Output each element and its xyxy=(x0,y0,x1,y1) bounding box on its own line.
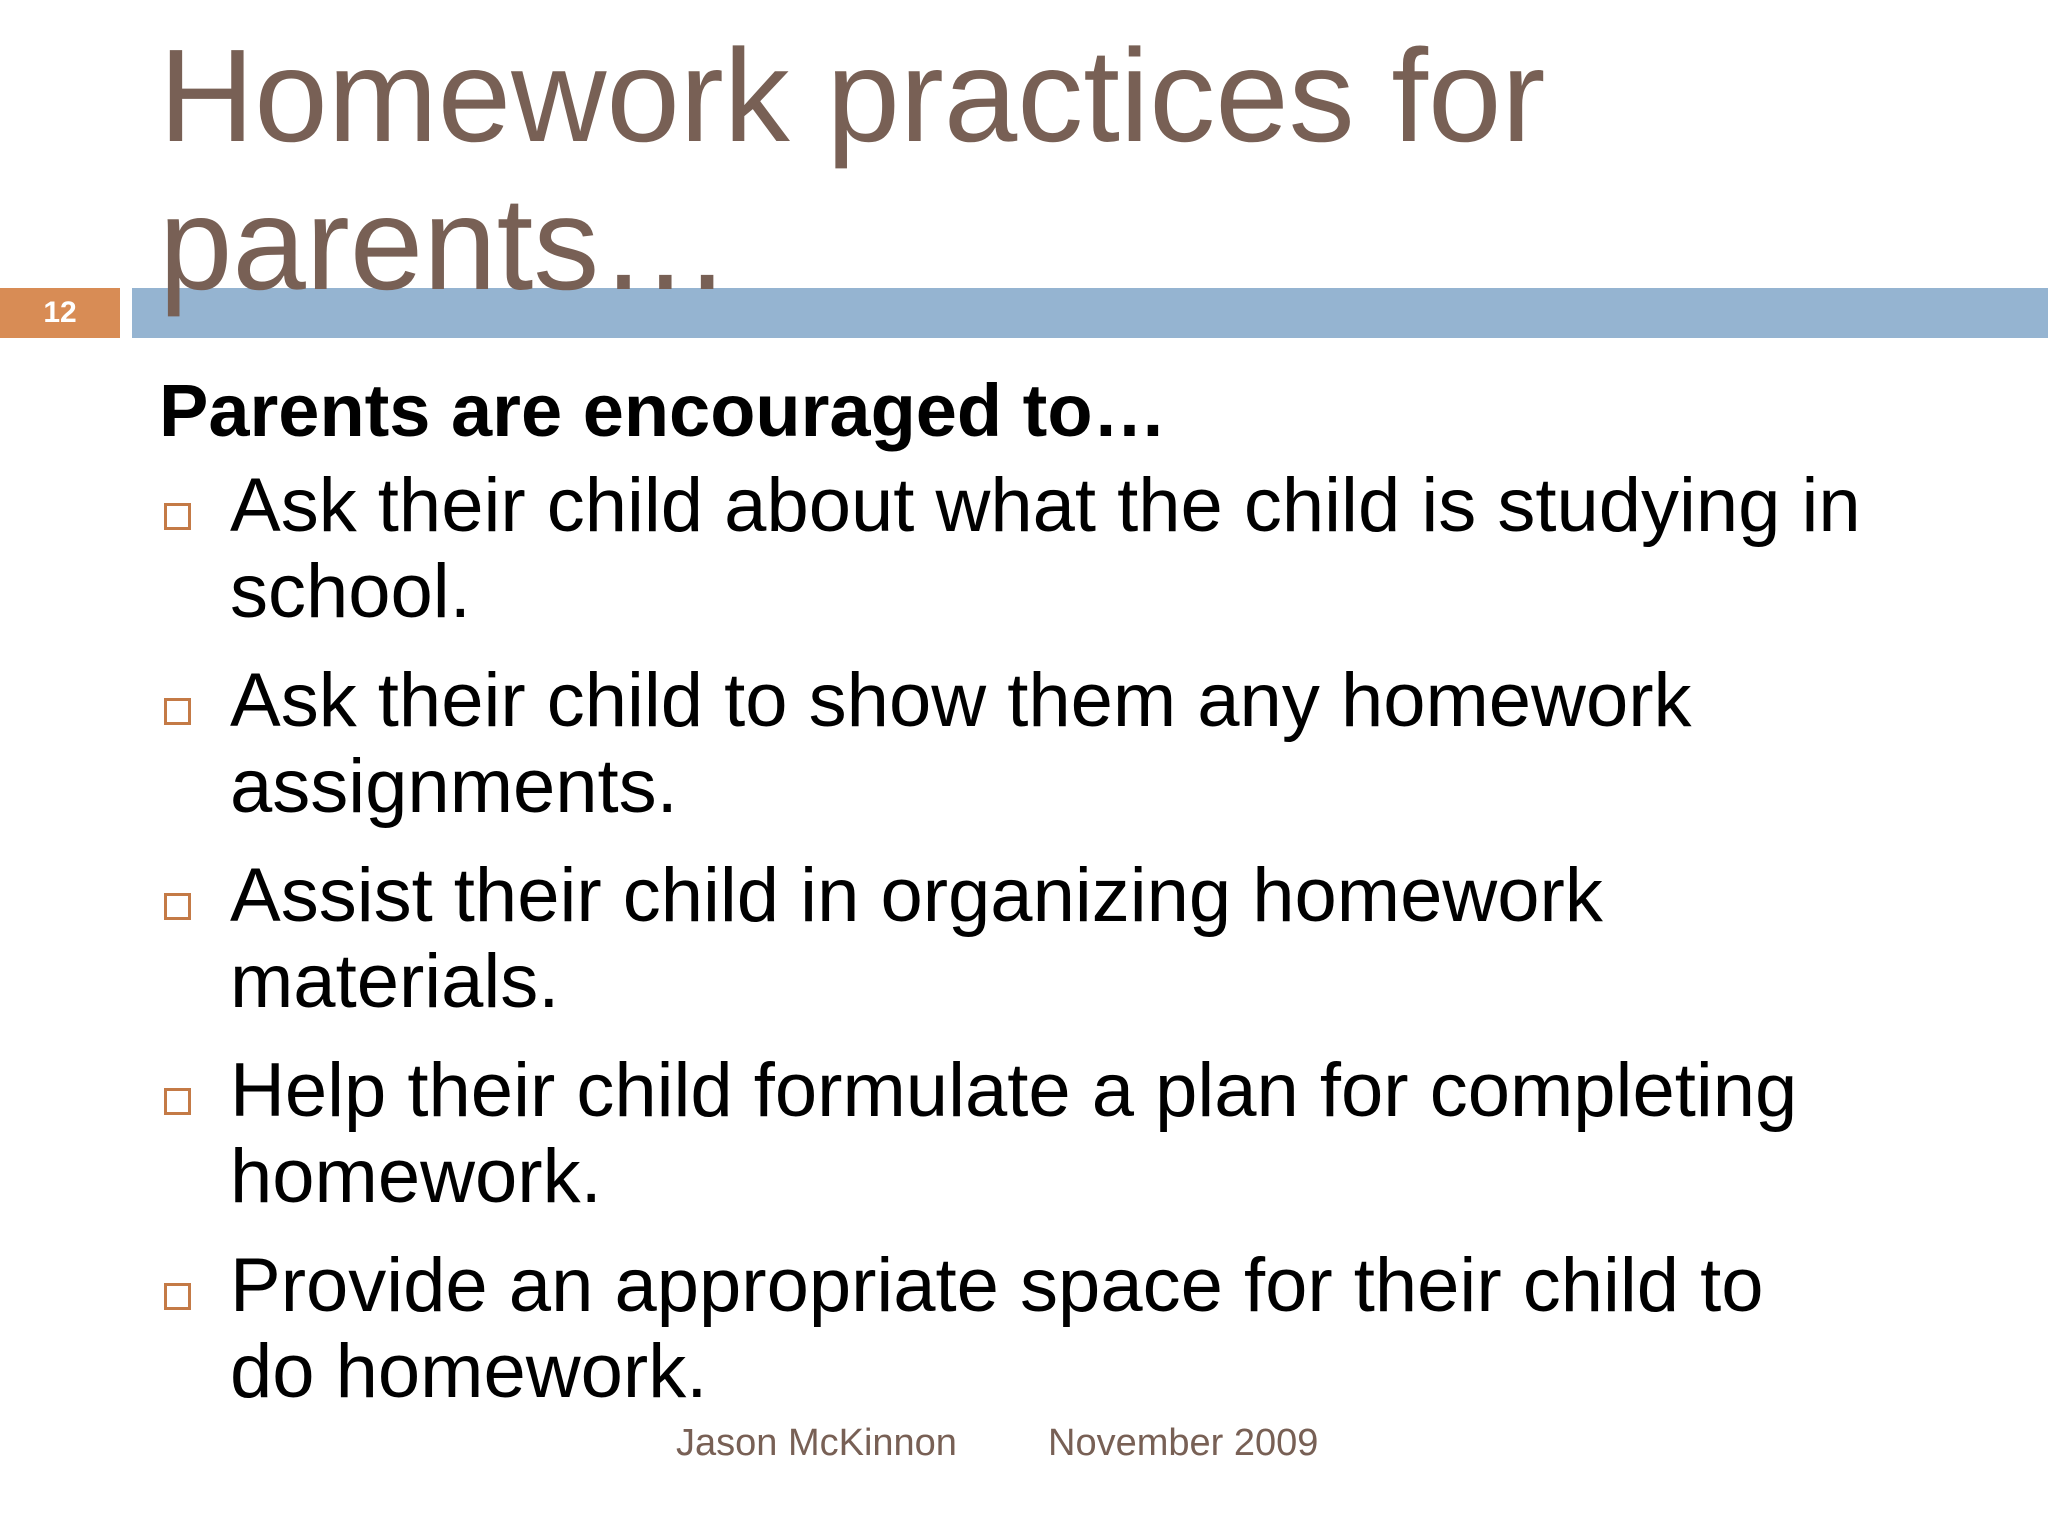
intro-heading: Parents are encouraged to… xyxy=(159,369,1167,452)
bullet-text-line-2: assignments. xyxy=(230,744,678,829)
bullet-item xyxy=(159,1243,1999,1415)
slide-title-line-2: parents… xyxy=(159,170,732,317)
square-bullet-icon xyxy=(164,1283,191,1310)
bullet-list xyxy=(159,463,1999,1415)
slide-number-badge xyxy=(0,288,120,338)
bullet-text-line-2: materials. xyxy=(230,939,560,1024)
square-bullet-icon xyxy=(164,1088,191,1115)
slide-number: 12 xyxy=(43,296,77,329)
slide-title-line-1: Homework practices for xyxy=(159,22,1546,169)
bullet-text-line-2: homework. xyxy=(230,1134,602,1219)
slide-title xyxy=(159,22,1759,318)
square-bullet-icon xyxy=(164,503,191,530)
bullet-text-line-1: Help their child formulate a plan for completing xyxy=(230,1048,1798,1133)
footer-author: Jason McKinnon xyxy=(676,1422,957,1464)
slide-footer xyxy=(0,1418,2048,1468)
square-bullet-icon xyxy=(164,893,191,920)
bullet-text-line-1: Provide an appropriate space for their child to xyxy=(230,1243,1764,1328)
bullet-item xyxy=(159,1048,1999,1220)
bullet-item xyxy=(159,853,1999,1025)
square-bullet-icon xyxy=(164,698,191,725)
bullet-text-line-2: do homework. xyxy=(230,1329,708,1414)
bullet-text-line-1: Ask their child to show them any homework xyxy=(230,658,1692,743)
bullet-item xyxy=(159,658,1999,830)
bullet-item xyxy=(159,463,1999,635)
slide-body xyxy=(159,365,1999,1438)
bullet-text-line-1: Assist their child in organizing homework xyxy=(230,853,1603,938)
bullet-text-line-1: Ask their child about what the child is studying in xyxy=(230,463,1861,548)
footer-date: November 2009 xyxy=(1048,1422,1319,1464)
bullet-text-line-2: school. xyxy=(230,549,471,634)
